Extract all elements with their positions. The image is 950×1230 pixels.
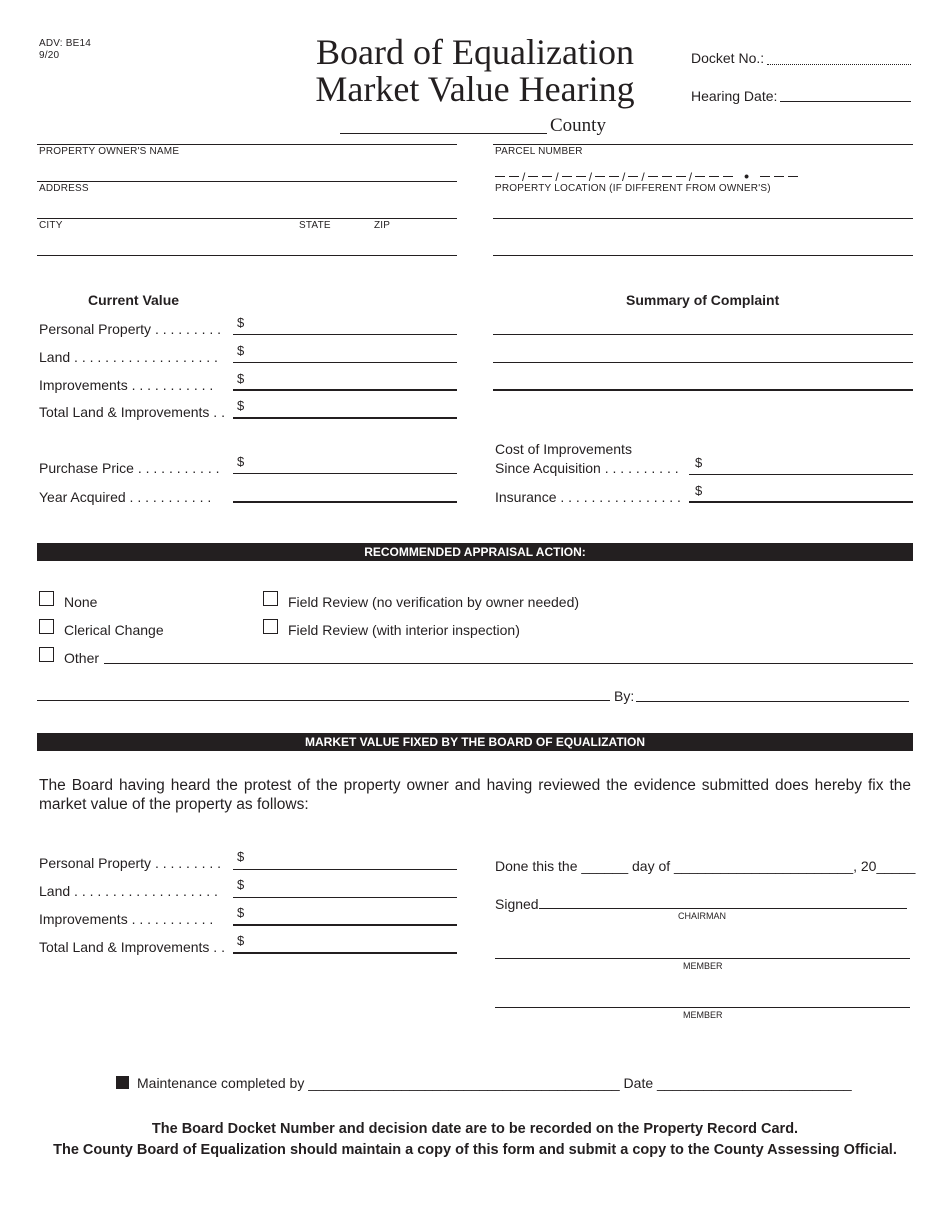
property-location-label: PROPERTY LOCATION (IF DIFFERENT FROM OWNER'S) bbox=[495, 183, 771, 194]
checkbox-clerical-change[interactable] bbox=[39, 619, 54, 634]
appraisal-section-bar: RECOMMENDED APPRAISAL ACTION: bbox=[37, 543, 913, 561]
currency-sign: $ bbox=[237, 454, 245, 469]
bv-personal-property-field[interactable] bbox=[233, 869, 457, 870]
checkbox-field-review-no-verification[interactable] bbox=[263, 591, 278, 606]
state-label: STATE bbox=[299, 220, 331, 231]
county-label: County bbox=[550, 115, 606, 136]
other-label: Other bbox=[64, 650, 100, 666]
form-code: ADV: BE14 bbox=[39, 38, 92, 49]
chairman-signature-field[interactable] bbox=[539, 908, 907, 909]
field-review-no-verification-label: Field Review (no verification by owner needed) bbox=[288, 594, 580, 610]
bv-personal-property-label: Personal Property . . . . . . . . . bbox=[39, 855, 222, 871]
currency-sign: $ bbox=[695, 455, 703, 470]
docket-field[interactable] bbox=[767, 64, 911, 65]
bv-land-field[interactable] bbox=[233, 897, 457, 898]
owner-name-field[interactable] bbox=[37, 181, 457, 182]
bv-total-field[interactable] bbox=[233, 952, 457, 954]
property-location-field-1[interactable] bbox=[493, 218, 913, 219]
member-1-signature-field[interactable] bbox=[495, 958, 910, 959]
signed-label: Signed bbox=[495, 896, 539, 912]
insurance-label: Insurance . . . . . . . . . . . . . . . . bbox=[495, 489, 681, 505]
county-line[interactable] bbox=[340, 133, 547, 134]
currency-sign: $ bbox=[237, 398, 245, 413]
cost-improvements-label-1: Cost of Improvements bbox=[495, 441, 632, 457]
cv-land-field[interactable] bbox=[233, 362, 457, 363]
hearing-date-label: Hearing Date: bbox=[691, 88, 778, 104]
cv-improvements-label: Improvements . . . . . . . . . . . bbox=[39, 377, 214, 393]
current-value-heading: Current Value bbox=[88, 292, 180, 308]
none-label: None bbox=[64, 594, 98, 610]
cost-improvements-field[interactable] bbox=[689, 474, 913, 475]
checkbox-other[interactable] bbox=[39, 647, 54, 662]
field-review-interior-label: Field Review (with interior inspection) bbox=[288, 622, 520, 638]
cv-total-label: Total Land & Improvements . . bbox=[39, 404, 225, 420]
form-revision: 9/20 bbox=[39, 50, 60, 61]
footer-line-2: The County Board of Equalization should maintain a copy of this form and submit a copy to the County Assessing Official. bbox=[53, 1142, 897, 1158]
bv-total-label: Total Land & Improvements . . bbox=[39, 939, 225, 955]
footer-line-1: The Board Docket Number and decision date are to be recorded on the Property Record Card. bbox=[151, 1121, 799, 1137]
purchase-price-field[interactable] bbox=[233, 473, 457, 474]
cv-land-label: Land . . . . . . . . . . . . . . . . . . . bbox=[39, 349, 218, 365]
maintenance-checkbox-filled[interactable] bbox=[116, 1076, 129, 1089]
checkbox-field-review-interior[interactable] bbox=[263, 619, 278, 634]
by-field[interactable] bbox=[636, 701, 909, 702]
docket-label: Docket No.: bbox=[691, 50, 765, 66]
currency-sign: $ bbox=[237, 343, 245, 358]
address-label: ADDRESS bbox=[39, 183, 89, 194]
parcel-top-rule bbox=[493, 144, 913, 145]
complaint-line-3[interactable] bbox=[493, 389, 913, 391]
currency-sign: $ bbox=[237, 371, 245, 386]
member-2-signature-field[interactable] bbox=[495, 1007, 910, 1008]
property-location-field-2[interactable] bbox=[493, 255, 913, 256]
board-statement: The Board having heard the protest of the property owner and having reviewed the evidence submitted does hereby fix the market value of the property as follows: bbox=[39, 777, 911, 813]
parcel-number-field[interactable]: / / / / / / • bbox=[493, 168, 800, 186]
year-acquired-label: Year Acquired . . . . . . . . . . . bbox=[39, 489, 212, 505]
complaint-line-2[interactable] bbox=[493, 362, 913, 363]
cv-personal-property-field[interactable] bbox=[233, 334, 457, 335]
chairman-label: CHAIRMAN bbox=[678, 911, 727, 921]
hearing-date-field[interactable] bbox=[780, 101, 911, 102]
city-state-zip-field[interactable] bbox=[37, 255, 457, 256]
board-section-bar: MARKET VALUE FIXED BY THE BOARD OF EQUALIZATION bbox=[37, 733, 913, 751]
member-2-label: MEMBER bbox=[683, 1010, 723, 1020]
currency-sign: $ bbox=[237, 877, 245, 892]
page-title bbox=[300, 34, 650, 108]
cv-improvements-field[interactable] bbox=[233, 389, 457, 391]
other-field[interactable] bbox=[104, 663, 913, 664]
cv-personal-property-label: Personal Property . . . . . . . . . bbox=[39, 321, 222, 337]
currency-sign: $ bbox=[695, 483, 703, 498]
done-this-day-line[interactable]: Done this the ______ day of _______________________, 20_____ bbox=[495, 858, 916, 874]
parcel-number-label: PARCEL NUMBER bbox=[495, 146, 583, 157]
appraisal-notes-field[interactable] bbox=[37, 700, 610, 701]
address-field[interactable] bbox=[37, 218, 457, 219]
summary-of-complaint-heading: Summary of Complaint bbox=[626, 292, 780, 308]
currency-sign: $ bbox=[237, 849, 245, 864]
city-label: CITY bbox=[39, 220, 63, 231]
currency-sign: $ bbox=[237, 315, 245, 330]
year-acquired-field[interactable] bbox=[233, 501, 457, 503]
by-label: By: bbox=[614, 688, 635, 704]
currency-sign: $ bbox=[237, 905, 245, 920]
insurance-field[interactable] bbox=[689, 501, 913, 503]
cost-improvements-label-2: Since Acquisition . . . . . . . . . . bbox=[495, 460, 679, 476]
bv-land-label: Land . . . . . . . . . . . . . . . . . . . bbox=[39, 883, 218, 899]
bv-improvements-label: Improvements . . . . . . . . . . . bbox=[39, 911, 214, 927]
zip-label: ZIP bbox=[374, 220, 391, 231]
owner-top-rule bbox=[37, 144, 457, 145]
bv-improvements-field[interactable] bbox=[233, 924, 457, 926]
title-line-2: Market Value Hearing bbox=[315, 69, 635, 109]
member-1-label: MEMBER bbox=[683, 961, 723, 971]
title-line-1: Board of Equalization bbox=[316, 32, 634, 72]
clerical-change-label: Clerical Change bbox=[64, 622, 164, 638]
owner-name-label: PROPERTY OWNER'S NAME bbox=[39, 146, 180, 157]
checkbox-none[interactable] bbox=[39, 591, 54, 606]
cv-total-field[interactable] bbox=[233, 417, 457, 419]
currency-sign: $ bbox=[237, 933, 245, 948]
purchase-price-label: Purchase Price . . . . . . . . . . . bbox=[39, 460, 220, 476]
maintenance-line[interactable]: Maintenance completed by ________________________________________ Date _________________________ bbox=[137, 1075, 852, 1091]
complaint-line-1[interactable] bbox=[493, 334, 913, 335]
